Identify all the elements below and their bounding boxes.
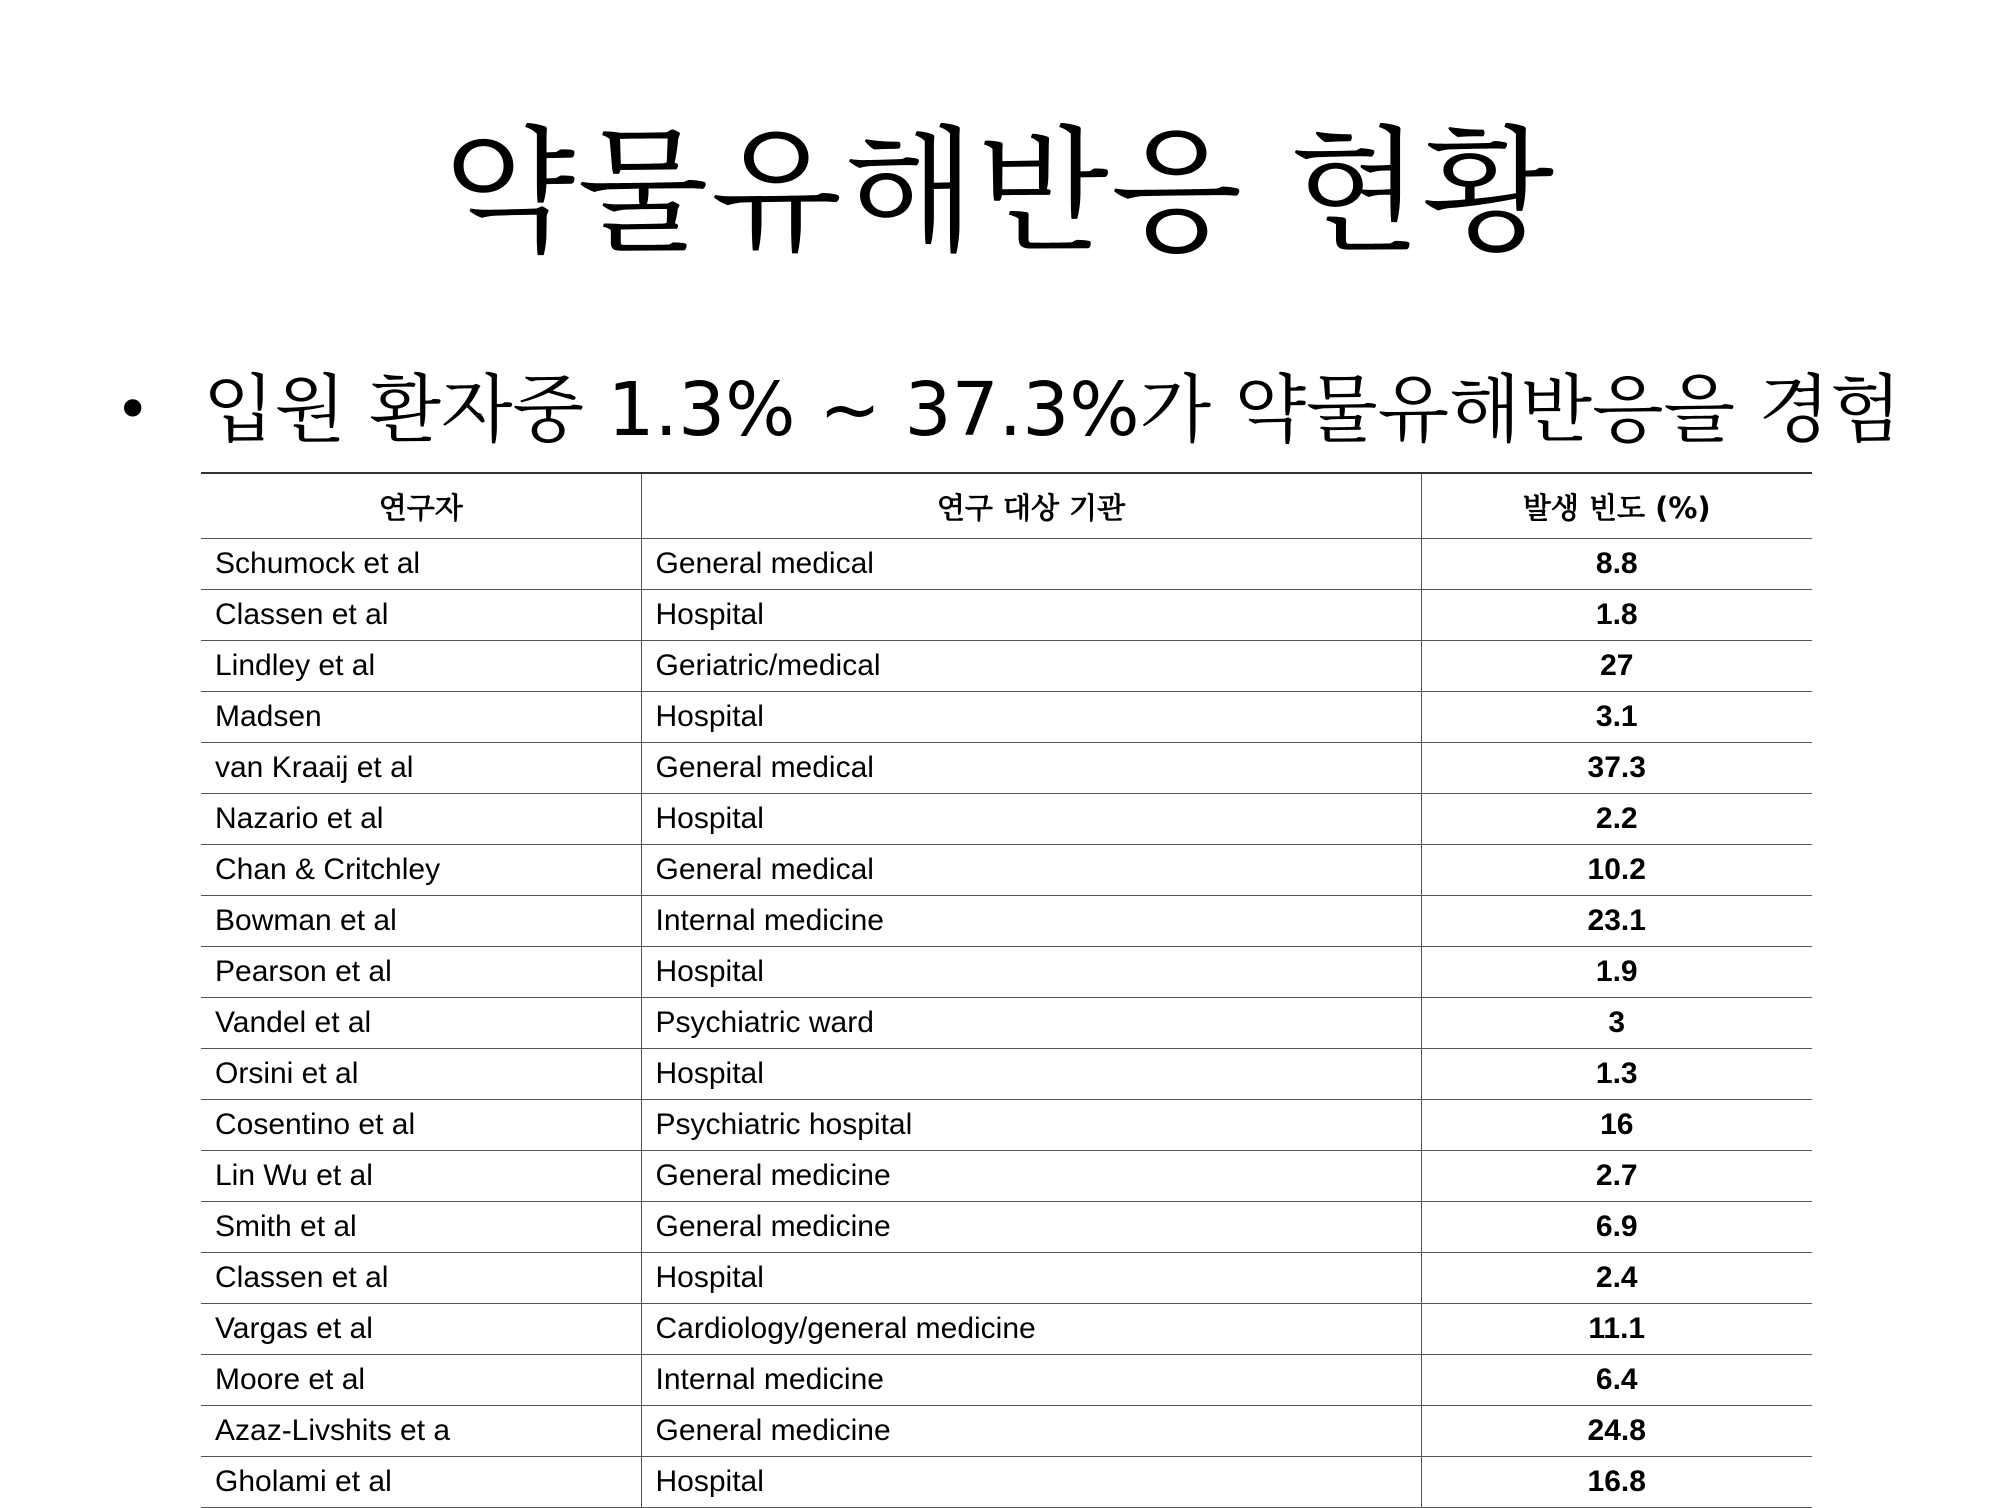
cell-researcher: Orsini et al <box>201 1049 641 1100</box>
cell-frequency: 16.8 <box>1421 1457 1812 1508</box>
cell-researcher: Smith et al <box>201 1202 641 1253</box>
cell-researcher: Nazario et al <box>201 794 641 845</box>
table-row <box>201 1253 1812 1304</box>
table-row <box>201 743 1812 794</box>
cell-researcher: Cosentino et al <box>201 1100 641 1151</box>
table-row <box>201 1049 1812 1100</box>
table-row <box>201 1355 1812 1406</box>
cell-institution: Hospital <box>641 692 1421 743</box>
header-frequency: 발생 빈도 (%) <box>1421 473 1812 539</box>
table-row <box>201 539 1812 590</box>
bullet-dot-icon: • <box>115 375 151 445</box>
table-row <box>201 1151 1812 1202</box>
table-header-row <box>201 473 1812 539</box>
cell-researcher: Lin Wu et al <box>201 1151 641 1202</box>
cell-frequency: 3.1 <box>1421 692 1812 743</box>
adr-incidence-table <box>201 472 1812 1508</box>
cell-researcher: Lindley et al <box>201 641 641 692</box>
cell-researcher: Azaz-Livshits et a <box>201 1406 641 1457</box>
table-body <box>201 539 1812 1508</box>
cell-frequency: 27 <box>1421 641 1812 692</box>
header-institution: 연구 대상 기관 <box>641 473 1421 539</box>
cell-researcher: Chan & Critchley <box>201 845 641 896</box>
table-row <box>201 1406 1812 1457</box>
cell-frequency: 24.8 <box>1421 1406 1812 1457</box>
cell-researcher: Classen et al <box>201 1253 641 1304</box>
cell-institution: Cardiology/general medicine <box>641 1304 1421 1355</box>
cell-frequency: 1.8 <box>1421 590 1812 641</box>
table-row <box>201 590 1812 641</box>
cell-frequency: 23.1 <box>1421 896 1812 947</box>
cell-researcher: Vandel et al <box>201 998 641 1049</box>
table-row <box>201 947 1812 998</box>
cell-frequency: 6.4 <box>1421 1355 1812 1406</box>
bullet-text: 입원 환자중 1.3% ~ 37.3%가 약물유해반응을 경험 <box>203 367 1902 453</box>
cell-institution: Hospital <box>641 794 1421 845</box>
cell-frequency: 1.3 <box>1421 1049 1812 1100</box>
cell-frequency: 2.2 <box>1421 794 1812 845</box>
cell-institution: Hospital <box>641 1457 1421 1508</box>
table-row <box>201 641 1812 692</box>
cell-institution: General medical <box>641 845 1421 896</box>
cell-institution: General medicine <box>641 1202 1421 1253</box>
cell-researcher: Gholami et al <box>201 1457 641 1508</box>
cell-institution: Hospital <box>641 1253 1421 1304</box>
cell-frequency: 10.2 <box>1421 845 1812 896</box>
cell-institution: Internal medicine <box>641 896 1421 947</box>
cell-institution: General medicine <box>641 1151 1421 1202</box>
cell-researcher: Schumock et al <box>201 539 641 590</box>
table-row <box>201 998 1812 1049</box>
cell-frequency: 8.8 <box>1421 539 1812 590</box>
table-row <box>201 896 1812 947</box>
cell-institution: General medical <box>641 743 1421 794</box>
cell-frequency: 11.1 <box>1421 1304 1812 1355</box>
header-researcher: 연구자 <box>201 473 641 539</box>
cell-institution: General medical <box>641 539 1421 590</box>
cell-researcher: Classen et al <box>201 590 641 641</box>
table-row <box>201 1304 1812 1355</box>
cell-institution: Internal medicine <box>641 1355 1421 1406</box>
cell-institution: Hospital <box>641 947 1421 998</box>
cell-institution: Psychiatric hospital <box>641 1100 1421 1151</box>
cell-researcher: Bowman et al <box>201 896 641 947</box>
bullet-item <box>115 360 1935 460</box>
cell-frequency: 6.9 <box>1421 1202 1812 1253</box>
cell-frequency: 2.4 <box>1421 1253 1812 1304</box>
table-row <box>201 1202 1812 1253</box>
cell-researcher: Madsen <box>201 692 641 743</box>
cell-institution: Hospital <box>641 590 1421 641</box>
table-row <box>201 692 1812 743</box>
cell-frequency: 16 <box>1421 1100 1812 1151</box>
cell-researcher: Moore et al <box>201 1355 641 1406</box>
slide-title: 약물유해반응 현황 <box>443 114 1557 272</box>
cell-researcher: Pearson et al <box>201 947 641 998</box>
cell-researcher: Vargas et al <box>201 1304 641 1355</box>
cell-frequency: 1.9 <box>1421 947 1812 998</box>
table-row <box>201 1100 1812 1151</box>
cell-institution: General medicine <box>641 1406 1421 1457</box>
table-row <box>201 845 1812 896</box>
cell-frequency: 37.3 <box>1421 743 1812 794</box>
cell-institution: Hospital <box>641 1049 1421 1100</box>
cell-frequency: 2.7 <box>1421 1151 1812 1202</box>
cell-researcher: van Kraaij et al <box>201 743 641 794</box>
cell-institution: Geriatric/medical <box>641 641 1421 692</box>
cell-institution: Psychiatric ward <box>641 998 1421 1049</box>
cell-frequency: 3 <box>1421 998 1812 1049</box>
table-row <box>201 794 1812 845</box>
